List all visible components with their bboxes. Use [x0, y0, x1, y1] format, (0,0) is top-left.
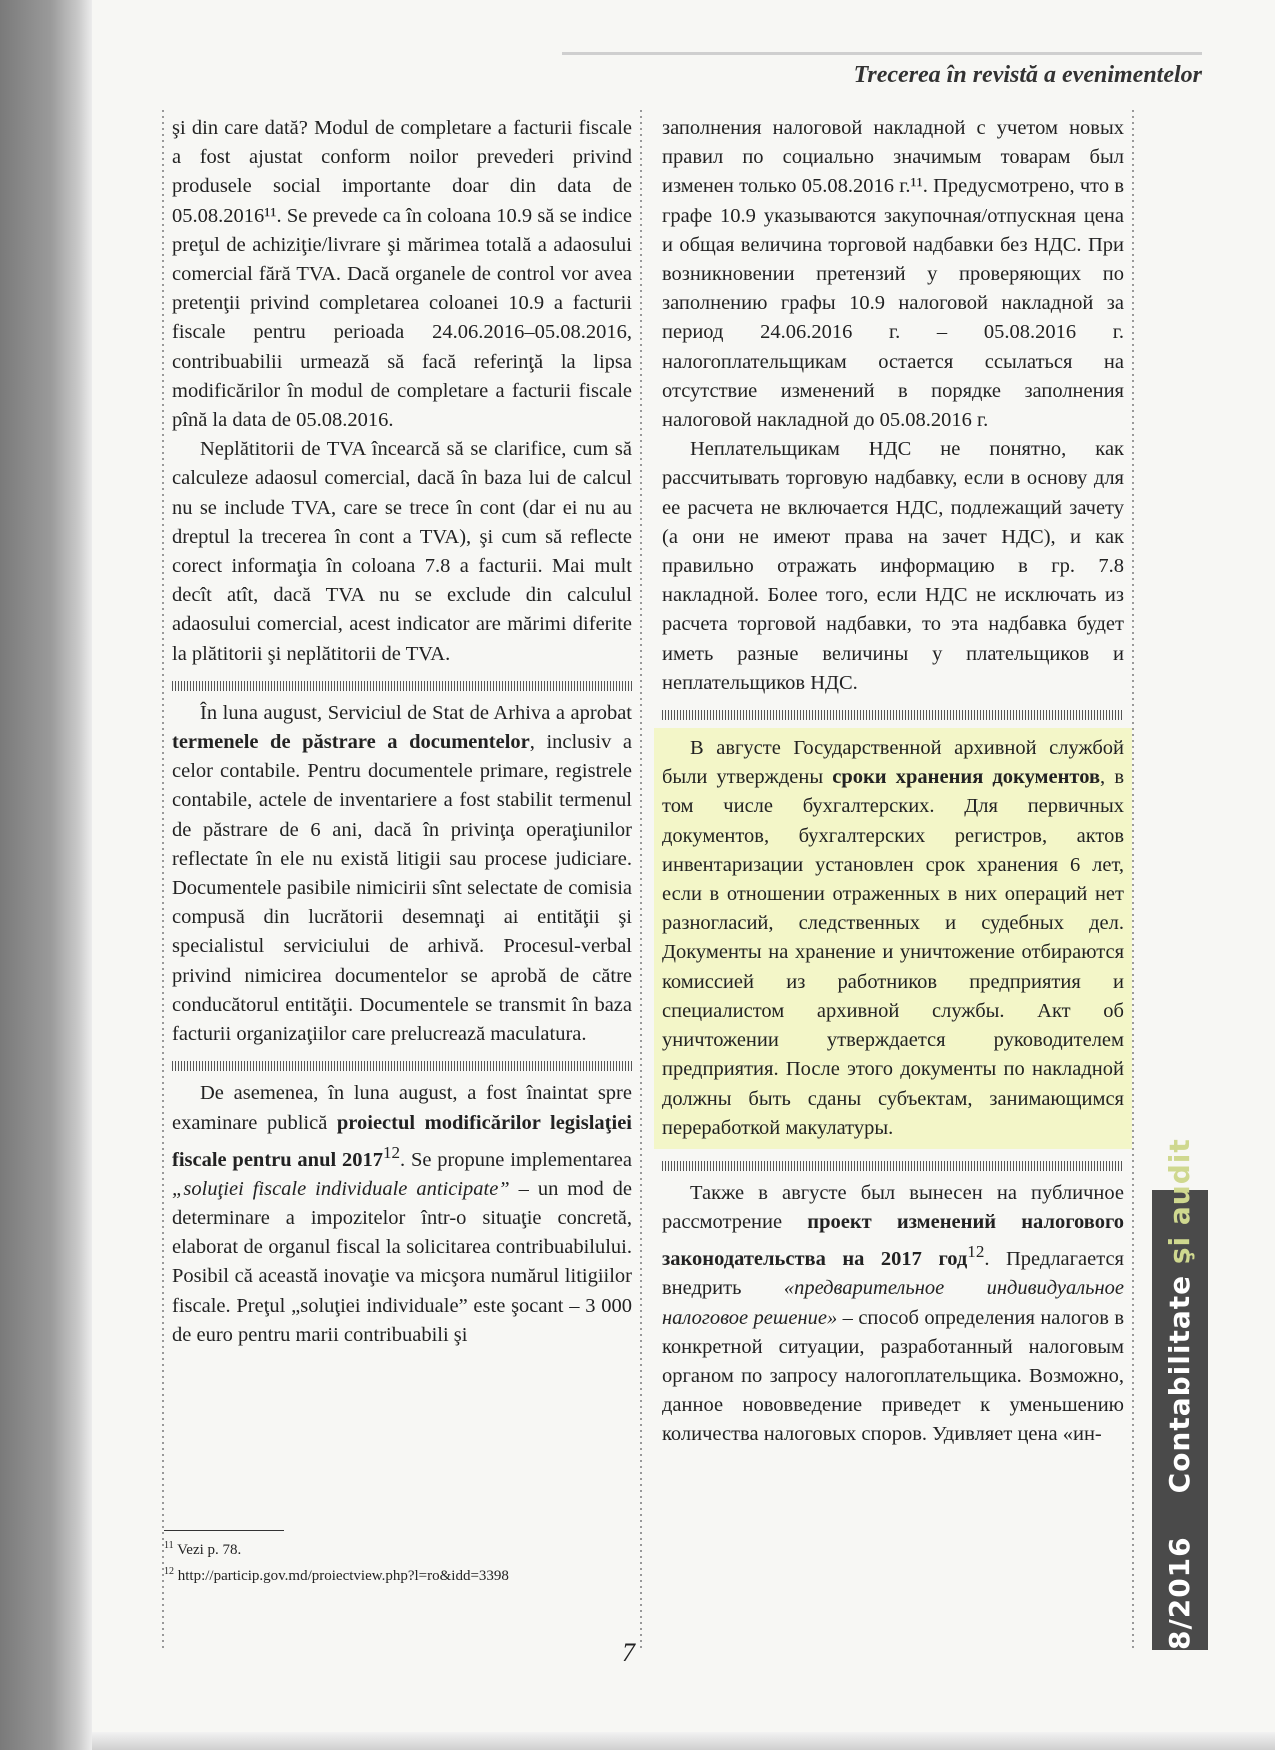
- header-rule: [562, 52, 1202, 55]
- ro-p4-text-a: De asemenea, în luna august, a fost înaintat spre examinare publică: [172, 1082, 632, 1134]
- section-separator: [172, 681, 632, 691]
- ru-paragraph-4: [662, 1179, 1124, 1450]
- ru-p4-text-a: Также в августе был вынесен на публичное рассмотрение: [662, 1181, 1124, 1234]
- ro-p4-footnote-mark: 12: [382, 1142, 401, 1162]
- section-separator: [662, 710, 1124, 720]
- highlighted-block: [654, 728, 1132, 1149]
- ru-p4-bold: проект изменений налогового законодательства на 2017 год: [662, 1211, 1124, 1271]
- romanian-column: [172, 114, 632, 1350]
- ru-paragraph-1: заполнения налоговой накладной с учетом новых правил по социально значимым товарам был изменен только 05.08.2016 г.¹¹. Предусмотрено, что в графе 10.9 указываются закупочная/отпускная цена и общая величина торговой надбавки без НДС. При возникновении претензий у проверяющих по заполнению графы 10.9 налоговой накладной за период 24.06.2016 г. – 05.08.2016 г. налогоплательщикам остается ссылаться на отсутствие изменений в порядке заполнения налоговой накладной до 05.08.2016 г.: [662, 117, 1124, 432]
- section-separator: [662, 1161, 1124, 1171]
- footnote-12: [164, 1561, 644, 1587]
- ru-p3-bold: сроки хранения документов: [832, 766, 1101, 789]
- journal-spine-title: [1154, 1138, 1206, 1650]
- ro-p3-text-a: În luna august, Serviciul de Stat de Arhiva a aprobat: [200, 701, 632, 724]
- footnote-11-mark: 11: [164, 1540, 174, 1551]
- russian-column: [662, 114, 1124, 1450]
- footnotes: [164, 1530, 644, 1587]
- spine-title-part1: Contabilitate: [1163, 1264, 1196, 1494]
- footnote-11-text: Vezi p. 78.: [173, 1542, 242, 1558]
- spine-title-part3: audit: [1163, 1138, 1196, 1236]
- footnote-11: [164, 1535, 644, 1561]
- scan-bottom-edge: [92, 1732, 1275, 1750]
- left-dotted-guide: [162, 110, 164, 1650]
- ru-p4-text-c: – способ определения налогов в конкретной ситуации, разработанный налоговым органом по запросу налогоплательщика. Возможно, данное нововведение приведет к уменьшению количества налоговых споров. Удивляет цена «ин-: [662, 1306, 1125, 1446]
- ru-p4-text-b: . Предлагается внедрить: [662, 1248, 1124, 1300]
- ro-p3-text-b: , inclusiv a celor contabile. Pentru documentele primare, registrele contabile, actele de inventariere a fost stabilit termenul de păstrare de 6 ani, dacă în privinţa operaţiunilor reflectate în ele nu există litigii sau procese judiciare. Documentele pasibile nimicirii sînt selectate de comisia compusă din lucrătorii desemnaţi ai entităţii şi specialistul serviciului de arhivă. Procesul-verbal privind nimicirea documentelor se aprobă de către conducătorul entităţii. Documentele se transmit în baza facturii organizaţiilor care prelucrează maculatura.: [172, 731, 632, 1046]
- ru-p3-text-a: В августе Государственной архивной службой были утверждены: [662, 737, 1124, 789]
- scan-left-edge: [0, 0, 92, 1750]
- spine-title-accent: şi: [1163, 1235, 1196, 1265]
- ru-paragraph-3: [662, 734, 1124, 1143]
- running-header: [92, 52, 1202, 104]
- ru-p4-footnote-mark: 12: [967, 1242, 985, 1262]
- center-dotted-guide: [640, 110, 642, 1650]
- header-title: Trecerea în revistă a evenimentelor: [853, 62, 1202, 88]
- footnote-12-mark: 12: [164, 1566, 174, 1577]
- journal-page: [92, 0, 1275, 1732]
- ru-p4-italic: «предварительное индивидуальное налоговое решение»: [662, 1277, 1125, 1329]
- footnote-rule: [164, 1530, 284, 1531]
- right-dotted-guide: [1132, 110, 1134, 1650]
- ro-paragraph-3: [172, 699, 632, 1049]
- ro-p4-text-b: . Se propune implementarea: [400, 1148, 632, 1171]
- ro-paragraph-2: Neplătitorii de TVA încearcă să se clarifice, cum să calculeze adaosul comercial, dacă în baza lui de calcul nu se include TVA, care se trece în cont (dar ei nu au dreptul la trecerea în cont a TVA), şi cum să reflecte corect informaţia în coloana 7.8 a facturii. Mai mult decît atît, dacă TVA nu se exclude din calculul adaosului comercial, acest indicator are mărimi diferite la plătitorii şi neplătitorii de TVA.: [172, 438, 632, 665]
- spine-issue: 8/2016: [1163, 1536, 1196, 1650]
- ro-p3-bold: termenele de păstrare a documentelor: [172, 731, 530, 754]
- page-number: 7: [622, 1638, 635, 1667]
- footnote-12-text: http://particip.gov.md/proiectview.php?l=ro&idd=3398: [174, 1568, 509, 1584]
- section-separator: [172, 1061, 632, 1071]
- ro-p4-text-c: – un mod de determinare a impozitelor într-o situaţie concretă, elaborat de organul fiscal la solicitarea contribuabilului. Posibil că această inovaţie va micşora numărul litigiilor fiscale. Preţul „soluţiei individuale” este şocant – 3 000 de euro pentru marii contribuabili şi: [172, 1177, 632, 1346]
- ro-p4-bold: proiectul modificărilor legislaţiei fiscale pentru anul 2017: [172, 1111, 632, 1171]
- ro-paragraph-1: şi din care dată? Modul de completare a facturii fiscale a fost ajustat conform noilor prevederi privind produsele social importante doar din data de 05.08.2016¹¹. Se prevede ca în coloana 10.9 să se indice preţul de achiziţie/livrare şi mărimea totală a adaosului comercial fără TVA. Dacă organele de control vor avea pretenţii privind completarea coloanei 10.9 a facturii fiscale pentru perioada 24.06.2016–05.08.2016, contribuabilii urmează să facă referinţă la lipsa modificărilor în modul de completare a facturii fiscale pînă la data de 05.08.2016.: [172, 117, 632, 432]
- ro-p4-italic: „soluţiei fiscale individuale anticipate”: [172, 1177, 510, 1200]
- ro-paragraph-4: [172, 1079, 632, 1350]
- ru-p3-text-b: , в том числе бухгалтерских. Для первичных документов, бухгалтерских регистров, актов инвентаризации установлен срок хранения 6 лет, если в отношении отраженных в них операций нет разногласий, следственных и судебных дел. Документы на хранение и уничтожение отбираются комиссией из работников предприятия и специалистом архивной службы. Акт об уничтожении утверждается руководителем предприятия. После этого документы по накладной должны быть сданы субъектам, занимающимся переработкой макулатуры.: [662, 766, 1124, 1139]
- ru-paragraph-2: Неплательщикам НДС не понятно, как рассчитывать торговую надбавку, если в основу для ее расчета не включается НДС, подлежащий зачету (а они не имеют права на зачет НДС), и как правильно отражать информацию в гр. 7.8 накладной. Более того, если НДС не исключать из расчета торговой надбавки, то эта надбавка будет иметь разные величины у плательщиков и неплательщиков НДС.: [662, 438, 1124, 694]
